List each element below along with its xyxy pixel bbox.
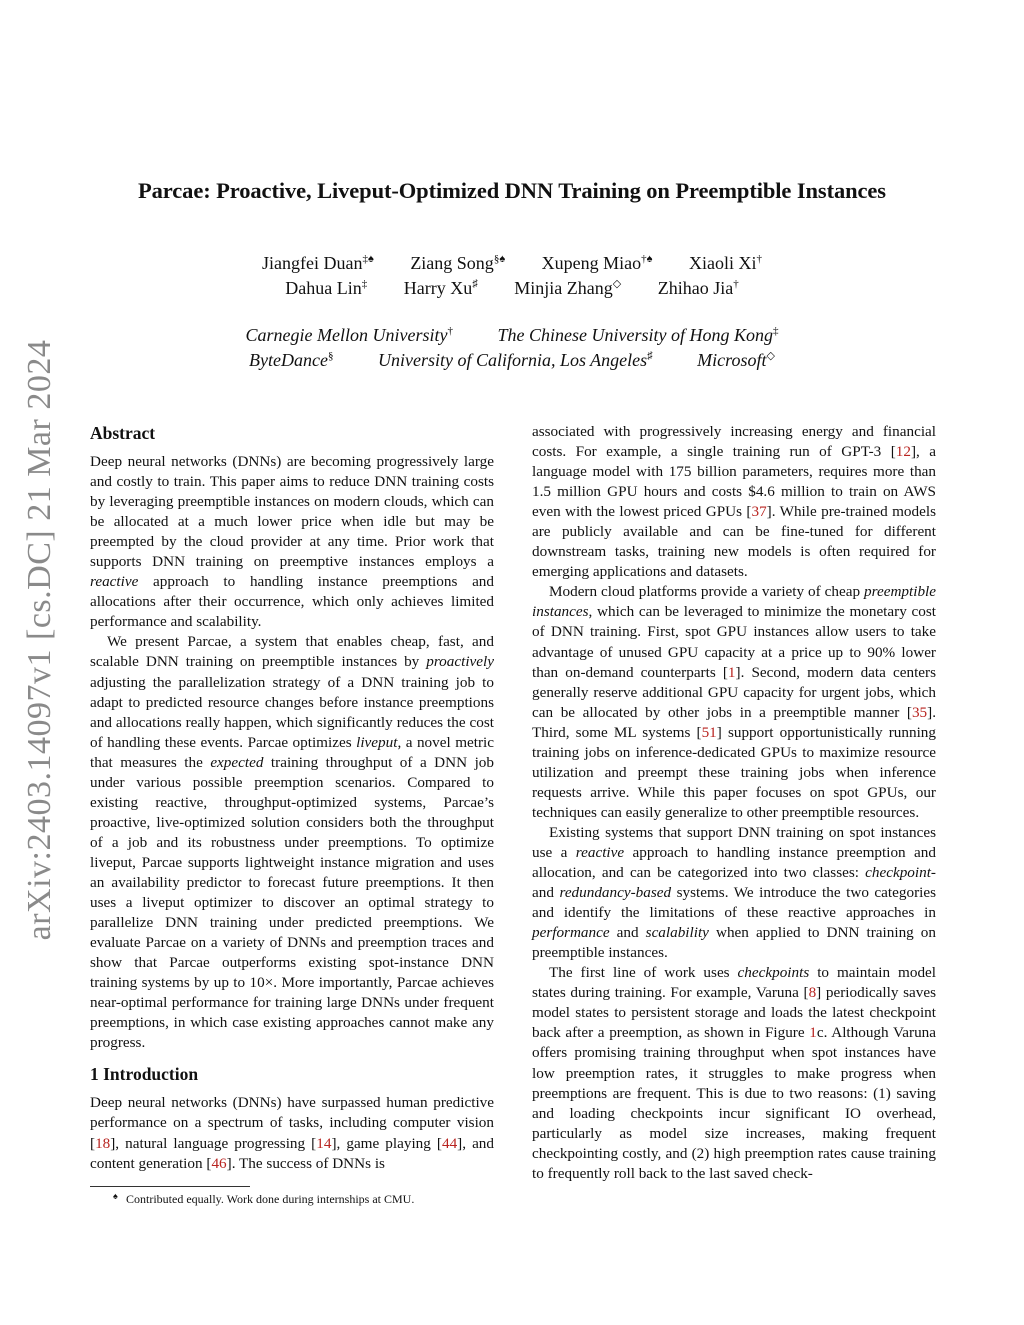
affiliations-row-2 (60, 350, 964, 371)
intro-paragraph: Modern cloud platforms provide a variety of cheap preemptible instances, which can be leveraged to minimize the monetary cost of DNN training. First, spot GPU instances allow users to take advantage of unused GPU capacity at a price up to 90% lower than on-demand counterparts [1]. Second, modern data centers generally reserve additional GPU capacity for urgent jobs, which can be allocated by other jobs in a preemptible manner [35]. Third, some ML systems [51] support opportunistically running training jobs on inference-dedicated GPUs to maximize resource utilization and preempt these training jobs when inference requests arrive. While this paper focuses on spot GPUs, our techniques can easily generalize to other preemptible resources. (532, 583, 936, 821)
footnote: Contributed equally. Work done during internships at CMU. (126, 1192, 415, 1206)
intro-paragraph: The first line of work uses checkpoints to maintain model states during training. For example, Varuna [8] periodically saves model states to persistent storage and loads the latest checkpoint back after a preemption, as shown in Figure 1c. Although Varuna offers promising training throughput when spot instances have low preemption rates, it struggles to make progress when preemptions are frequent. This is due to two reasons: (1) saving and loading checkpoints incur significant IO overhead, particularly as model size increases, making frequent checkpointing costly, and (2) high preemption rates cause training to frequently roll back to the last saved check- (532, 964, 937, 1182)
author: Jiangfei Duan‡♠ (262, 253, 374, 273)
introduction-heading: 1 Introduction (90, 1064, 199, 1085)
intro-paragraph: Existing systems that support DNN training on spot instances use a reactive approach to handling instance preemption and allocation, and can be categorized into two classes: checkpoint- and redundancy-based systems. We introduce the two categories and identify the limitations of these reactive approaches in performance and scalability when applied to DNN training on preemptible instances. (532, 823, 936, 962)
affiliation: Carnegie Mellon University† (245, 325, 453, 345)
authors-row-2 (60, 278, 964, 299)
author: Minjia Zhang◇ (514, 278, 622, 298)
author: Xiaoli Xi† (688, 253, 762, 273)
spade-icon: ♠ (113, 1191, 118, 1201)
author: Xupeng Miao†♠ (541, 253, 653, 273)
affiliations-row-1 (60, 325, 964, 346)
affiliation: ByteDance§ (249, 350, 334, 370)
right-column (532, 422, 936, 1184)
paper-title: Parcae: Proactive, Liveput-Optimized DNN Training on Preemptible Instances (138, 178, 886, 203)
author: Zhihao Jia† (657, 278, 739, 298)
authors-row-1 (60, 253, 964, 274)
author: Dahua Lin‡ (285, 278, 368, 298)
affiliation: The Chinese University of Hong Kong‡ (497, 325, 779, 345)
affiliation: University of California, Los Angeles♯ (377, 350, 653, 370)
footnote-rule (90, 1186, 250, 1187)
abstract-paragraph: We present Parcae, a system that enables cheap, fast, and scalable DNN training on preemptible instances by proactively adjusting the parallelization strategy of a DNN training job to adapt to predicted resource changes before instance preemptions and allocations really happen, which significantly reduces the cost of handling these events. Parcae optimizes liveput, a novel metric that measures the expected training throughput of a DNN job under various possible preemption scenarios. Compared to existing reactive, throughput-optimized systems, Parcae’s proactive, live-optimized solution considers both the throughput of a job and its robustness under preemptions. To optimize liveput, Parcae supports lightweight instance migration and uses an availability predictor to forecast future preemptions. It then uses a liveput optimizer to discover an optimal strategy to parallelize DNN training under predicted preemptions. We evaluate Parcae on a variety of DNNs and preemption traces and show that Parcae outperforms existing spot-instance DNN training systems by up to 10×. More importantly, Parcae achieves near-optimal performance for training large DNNs under frequent preemptions, in which case existing approaches cannot make any progress. (90, 633, 494, 1052)
intro-paragraph: Deep neural networks (DNNs) have surpassed human predictive performance on a spectrum of tasks, including computer vision [18], natural language progressing [14], game playing [44], and content generation [46]. The success of DNNs is (90, 1094, 494, 1172)
left-column (90, 422, 494, 1174)
abstract-paragraph: Deep neural networks (DNNs) are becoming progressively large and costly to train. This paper aims to reduce DNN training costs by leveraging preemptible instances on modern clouds, which can be allocated at a much lower price when idle but may be preempted by the cloud provider at any time. Prior work that supports DNN training on preemptive instances employs a reactive approach to handling instance preemptions and allocations after their occurrence, which only achieves limited performance and scalability. (90, 453, 494, 631)
author: Ziang Song§♠ (410, 253, 506, 273)
abstract-heading: Abstract (90, 423, 156, 443)
affiliation: Microsoft◇ (697, 350, 775, 370)
arxiv-watermark: arXiv:2403.14097v1 [cs.DC] 21 Mar 2024 (21, 339, 58, 941)
author: Harry Xu♯ (403, 278, 478, 298)
intro-paragraph: associated with progressively increasing energy and financial costs. For example, a single training run of GPT-3 [12], a language model with 175 billion parameters, requires more than 1.5 million GPU hours and costs $4.6 million to train on AWS even with the lowest priced GPUs [37]. While pre-trained models are publicly available and can be fine-tuned for different downstream tasks, training new models is often required for emerging applications and datasets. (532, 423, 936, 581)
